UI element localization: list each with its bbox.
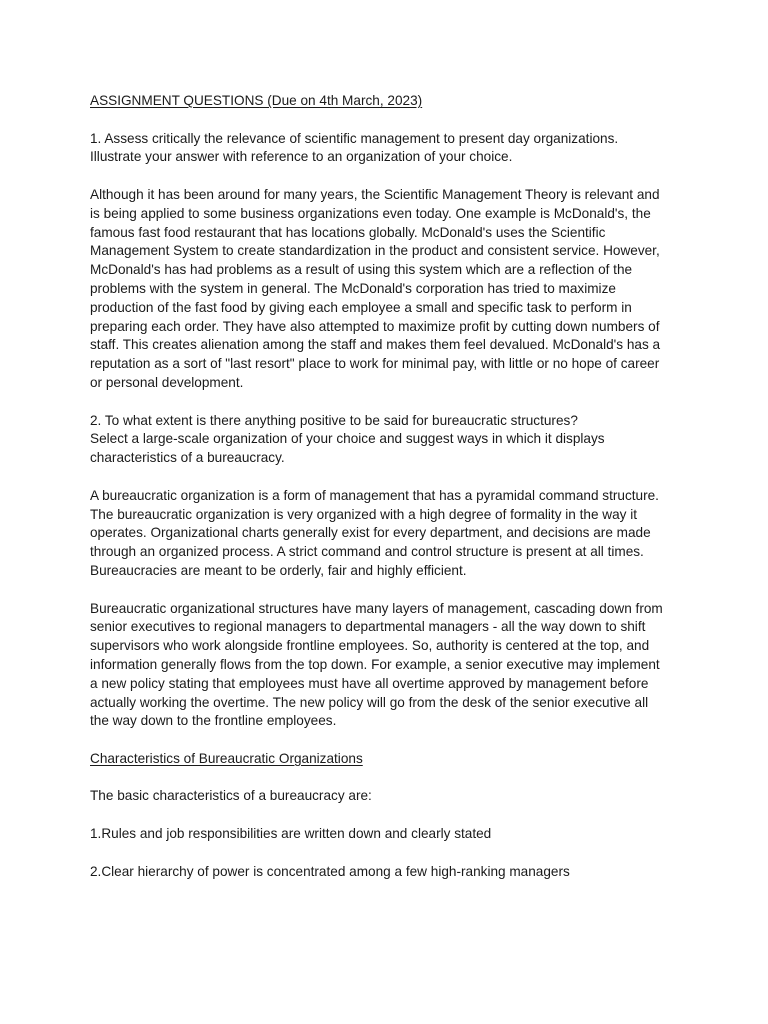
answer-1-line: production of the fast food by giving each employee a small and specific task to perform in: [90, 299, 632, 315]
answer-1: [90, 186, 680, 393]
answer-1-line: or personal development.: [90, 374, 244, 390]
answer-1-line: reputation as a sort of "last resort" place to work for minimal pay, with little or no hope of career: [90, 356, 660, 372]
answer-1-line: staff. This creates alienation among the staff and makes them feel devalued. McDonald's has a: [90, 337, 661, 353]
answer-2-line: a new policy stating that employees must have all overtime approved by management before: [90, 675, 649, 691]
question-2-line: Select a large-scale organization of your choice and suggest ways in which it displays: [90, 431, 605, 447]
answer-1-line: McDonald's has had problems as a result of using this system which are a reflection of the: [90, 262, 633, 278]
characteristics-item-1: [90, 825, 680, 844]
answer-2-paragraph-2: [90, 600, 680, 732]
answer-2-line: Bureaucracies are meant to be orderly, fair and highly efficient.: [90, 562, 467, 578]
characteristics-intro-block: [90, 787, 680, 806]
question-1-line: Illustrate your answer with reference to an organization of your choice.: [90, 149, 513, 165]
answer-2-line: senior executives to regional managers to departmental managers - all the way down to shift: [90, 619, 646, 635]
characteristics-item-2: [90, 863, 680, 882]
document-page: [90, 92, 680, 900]
question-2: [90, 412, 680, 468]
section-heading-block: [90, 750, 680, 769]
answer-2-paragraph-1: [90, 487, 680, 581]
document-title-block: [90, 92, 680, 111]
answer-2-line: through an organized process. A strict command and control structure is present at all times.: [90, 544, 644, 560]
answer-2-line: A bureaucratic organization is a form of management that has a pyramidal command structure.: [90, 487, 659, 503]
answer-2-line: actually working the overtime. The new policy will go from the desk of the senior executive all: [90, 694, 649, 710]
answer-2-line: The bureaucratic organization is very organized with a high degree of formality in the way it: [90, 506, 638, 522]
question-1-line: 1. Assess critically the relevance of scientific management to present day organizations.: [90, 130, 619, 146]
characteristics-intro: The basic characteristics of a bureaucracy are:: [90, 788, 372, 804]
answer-2-line: the way down to the frontline employees.: [90, 713, 337, 729]
document-title: ASSIGNMENT QUESTIONS (Due on 4th March, 2023): [90, 93, 423, 108]
question-2-line: characteristics of a bureaucracy.: [90, 450, 285, 466]
answer-1-line: preparing each order. They have also attempted to maximize profit by cutting down numbers of: [90, 318, 660, 334]
question-1: [90, 130, 680, 168]
list-item: 1.Rules and job responsibilities are written down and clearly stated: [90, 826, 492, 842]
answer-2-line: supervisors who work alongside frontline employees. So, authority is centered at the top, and: [90, 638, 650, 654]
answer-1-line: Although it has been around for many years, the Scientific Management Theory is relevant and: [90, 186, 660, 202]
question-2-line: 2. To what extent is there anything positive to be said for bureaucratic structures?: [90, 412, 578, 428]
answer-2-line: information generally flows from the top down. For example, a senior executive may implement: [90, 656, 660, 672]
section-heading: Characteristics of Bureaucratic Organizations: [90, 750, 363, 766]
answer-2-line: operates. Organizational charts generally exist for every department, and decisions are made: [90, 525, 651, 541]
list-item: 2.Clear hierarchy of power is concentrated among a few high-ranking managers: [90, 863, 570, 879]
answer-1-line: is being applied to some business organizations even today. One example is McDonald's, the: [90, 205, 651, 221]
answer-1-line: Management System to create standardization in the product and consistent service. However,: [90, 243, 660, 259]
answer-1-line: famous fast food restaurant that has locations globally. McDonald's uses the Scientific: [90, 224, 606, 240]
answer-2-line: Bureaucratic organizational structures have many layers of management, cascading down from: [90, 600, 663, 616]
answer-1-line: problems with the system in general. The McDonald's corporation has tried to maximize: [90, 280, 616, 296]
